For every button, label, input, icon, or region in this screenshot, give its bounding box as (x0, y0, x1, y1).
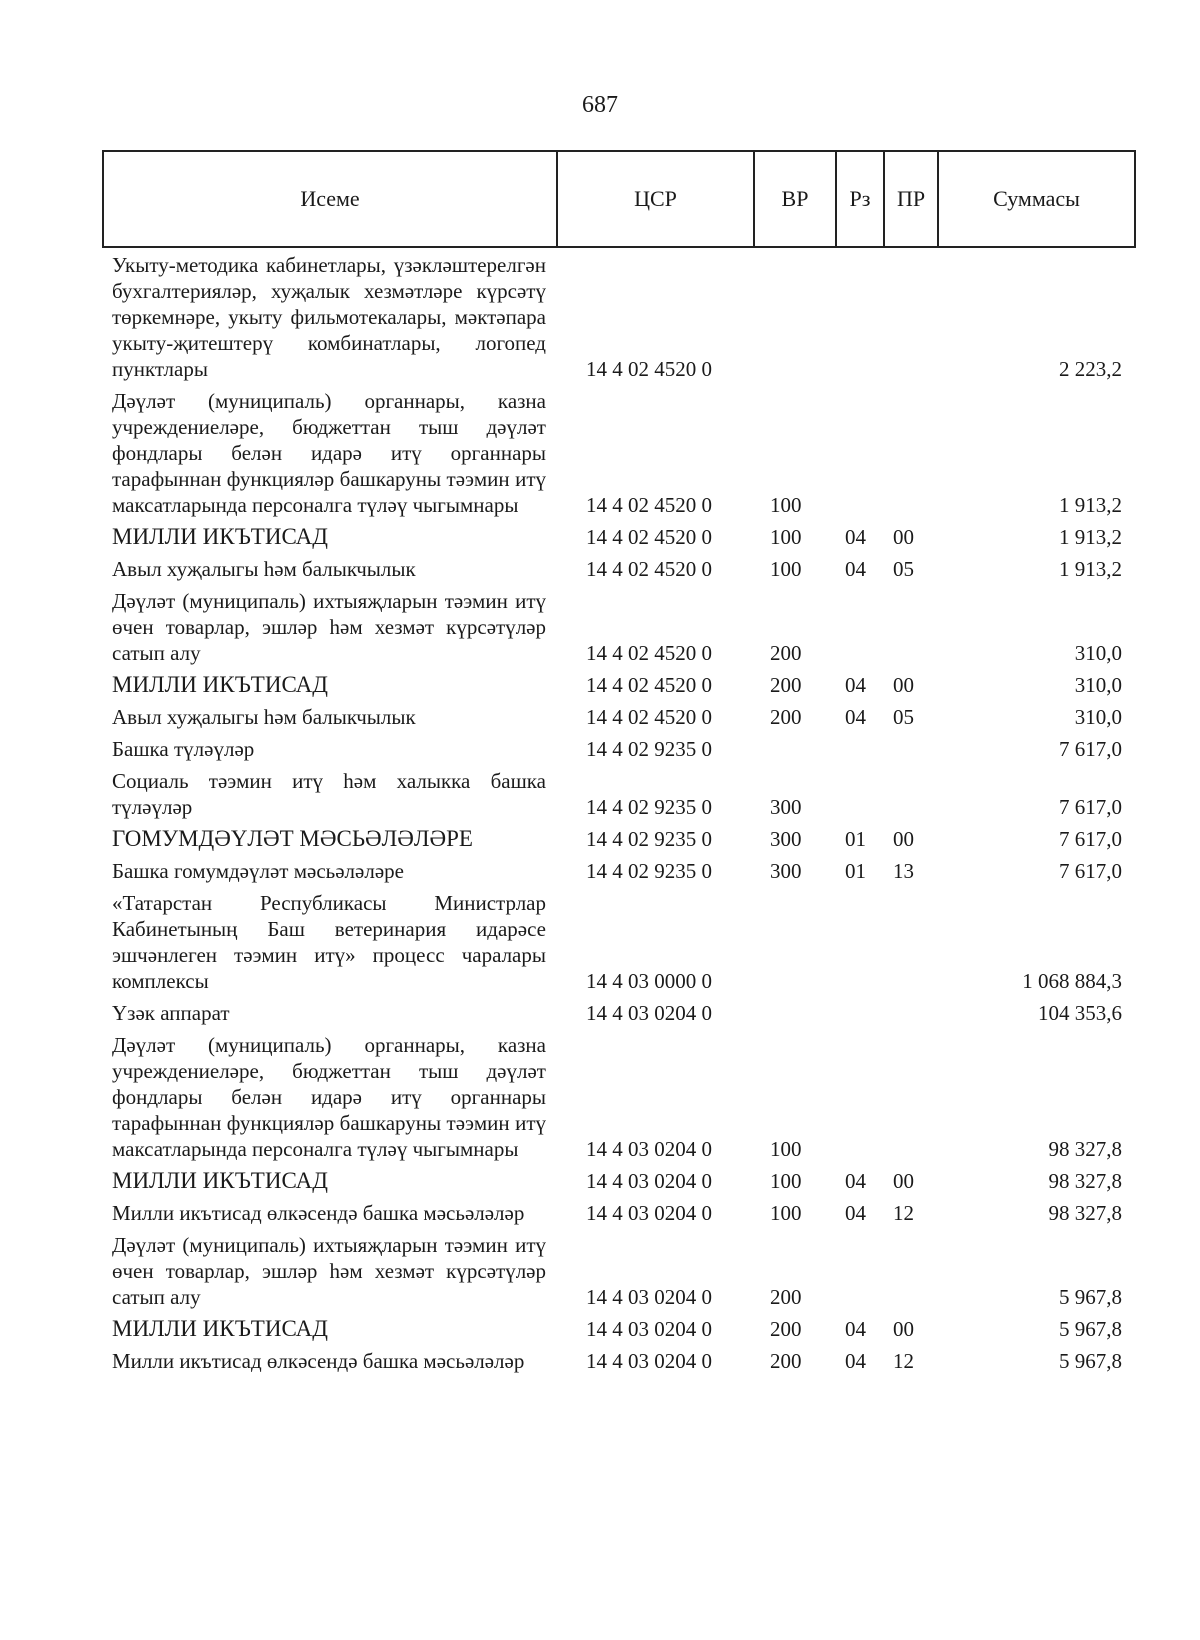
row-name: Дәүләт (муниципаль) органнары, казна учреждениеләре, бюджеттан тыш дәүләт фондлары белән идарә итү органнары тарафыннан функцияләр башкаруны тәэмин итү максатларында персоналга түләү чыгымнары (112, 1033, 546, 1161)
table-row (112, 1316, 1122, 1342)
row-vr: 300 (770, 795, 802, 819)
row-pr: 00 (893, 1317, 914, 1341)
row-name: Дәүләт (муниципаль) органнары, казна учреждениеләре, бюджеттан тыш дәүләт фондлары белән идарә итү органнары тарафыннан функцияләр башкаруны тәэмин итү максатларында персоналга түләү чыгымнары (112, 389, 546, 517)
row-amount: 5 967,8 (1059, 1285, 1122, 1309)
row-csr-code: 14 4 02 4520 0 (586, 357, 712, 381)
row-amount: 5 967,8 (1059, 1317, 1122, 1341)
row-amount: 98 327,8 (1048, 1201, 1122, 1225)
row-vr: 200 (770, 1317, 802, 1341)
table-row (112, 826, 1122, 852)
table-row (112, 858, 1122, 884)
row-pr: 00 (893, 673, 914, 697)
row-name: Социаль тәэмин итү һәм халыкка башка түләүләр (112, 769, 546, 819)
table-row (112, 556, 1122, 582)
row-name: Дәүләт (муниципаль) ихтыяҗларын тәэмин итү өчен товарлар, эшләр һәм хезмәт күрсәтүләр сатып алу (112, 589, 546, 665)
table-row (112, 252, 1122, 382)
row-amount: 98 327,8 (1048, 1137, 1122, 1161)
table-row (112, 704, 1122, 730)
row-name: Милли икътисад өлкәсендә башка мәсьәләләр (112, 1201, 525, 1225)
row-pr: 00 (893, 1169, 914, 1193)
row-pr: 00 (893, 827, 914, 851)
header-name: Исеме (103, 151, 557, 247)
row-rz: 04 (845, 525, 866, 549)
row-pr: 13 (893, 859, 914, 883)
table-row (112, 388, 1122, 518)
row-pr: 12 (893, 1201, 914, 1225)
row-vr: 100 (770, 1137, 802, 1161)
table-row (112, 672, 1122, 698)
row-vr: 200 (770, 641, 802, 665)
table-row (112, 588, 1122, 666)
row-csr-code: 14 4 03 0204 0 (586, 1349, 712, 1373)
row-vr: 200 (770, 1285, 802, 1309)
row-csr-code: 14 4 02 4520 0 (586, 673, 712, 697)
row-amount: 1 913,2 (1059, 525, 1122, 549)
row-amount: 310,0 (1074, 705, 1122, 729)
table-row (112, 768, 1122, 820)
table-header (102, 150, 1136, 248)
row-name: ГОМУМДӘҮЛӘТ МӘСЬӘЛӘЛӘРЕ (112, 826, 473, 851)
row-rz: 04 (845, 673, 866, 697)
row-amount: 1 913,2 (1059, 493, 1122, 517)
row-vr: 100 (770, 1169, 802, 1193)
row-csr-code: 14 4 02 4520 0 (586, 641, 712, 665)
row-pr: 12 (893, 1349, 914, 1373)
row-csr-code: 14 4 02 9235 0 (586, 795, 712, 819)
row-name: Үзәк аппарат (112, 1001, 230, 1025)
row-rz: 04 (845, 705, 866, 729)
page-number: 687 (582, 92, 618, 118)
table-row (112, 1232, 1122, 1310)
row-pr: 00 (893, 525, 914, 549)
table-row (112, 1000, 1122, 1026)
row-csr-code: 14 4 03 0000 0 (586, 969, 712, 993)
table-body (112, 252, 1122, 1380)
row-csr-code: 14 4 03 0204 0 (586, 1317, 712, 1341)
row-csr-code: 14 4 02 4520 0 (586, 557, 712, 581)
row-amount: 7 617,0 (1059, 827, 1122, 851)
row-vr: 100 (770, 493, 802, 517)
row-csr-code: 14 4 02 9235 0 (586, 859, 712, 883)
row-name: МИЛЛИ ИКЪТИСАД (112, 1168, 328, 1193)
row-amount: 98 327,8 (1048, 1169, 1122, 1193)
row-amount: 7 617,0 (1059, 737, 1122, 761)
row-rz: 04 (845, 1169, 866, 1193)
row-vr: 100 (770, 557, 802, 581)
row-name: «Татарстан Республикасы Министрлар Кабинетының Баш ветеринария идарәсе эшчәнлеген тәэмин итү» процесс чаралары комплексы (112, 891, 546, 993)
row-csr-code: 14 4 02 9235 0 (586, 827, 712, 851)
row-pr: 05 (893, 705, 914, 729)
row-csr-code: 14 4 03 0204 0 (586, 1201, 712, 1225)
header-csr: ЦСР (557, 151, 754, 247)
header-pr: ПР (884, 151, 938, 247)
row-vr: 200 (770, 705, 802, 729)
row-amount: 7 617,0 (1059, 795, 1122, 819)
row-csr-code: 14 4 02 4520 0 (586, 493, 712, 517)
row-name: Дәүләт (муниципаль) ихтыяҗларын тәэмин итү өчен товарлар, эшләр һәм хезмәт күрсәтүләр сатып алу (112, 1233, 546, 1309)
row-name: МИЛЛИ ИКЪТИСАД (112, 1316, 328, 1341)
table-row (112, 1032, 1122, 1162)
row-name: МИЛЛИ ИКЪТИСАД (112, 524, 328, 549)
row-vr: 300 (770, 859, 802, 883)
row-amount: 104 353,6 (1038, 1001, 1122, 1025)
row-amount: 5 967,8 (1059, 1349, 1122, 1373)
row-amount: 1 068 884,3 (1022, 969, 1122, 993)
row-rz: 01 (845, 859, 866, 883)
row-vr: 200 (770, 673, 802, 697)
row-vr: 100 (770, 1201, 802, 1225)
row-csr-code: 14 4 03 0204 0 (586, 1169, 712, 1193)
row-rz: 04 (845, 1317, 866, 1341)
table-row (112, 890, 1122, 994)
row-rz: 04 (845, 1201, 866, 1225)
row-csr-code: 14 4 02 4520 0 (586, 525, 712, 549)
row-name: Милли икътисад өлкәсендә башка мәсьәләләр (112, 1349, 525, 1373)
row-amount: 7 617,0 (1059, 859, 1122, 883)
table-row (112, 1168, 1122, 1194)
row-csr-code: 14 4 03 0204 0 (586, 1001, 712, 1025)
row-name: Авыл хуҗалыгы һәм балыкчылык (112, 557, 416, 581)
row-rz: 04 (845, 557, 866, 581)
row-amount: 310,0 (1074, 673, 1122, 697)
row-rz: 01 (845, 827, 866, 851)
row-csr-code: 14 4 02 9235 0 (586, 737, 712, 761)
row-amount: 2 223,2 (1059, 357, 1122, 381)
row-name: Авыл хуҗалыгы һәм балыкчылык (112, 705, 416, 729)
row-vr: 200 (770, 1349, 802, 1373)
row-rz: 04 (845, 1349, 866, 1373)
row-amount: 310,0 (1074, 641, 1122, 665)
header-amount: Суммасы (938, 151, 1135, 247)
table-row (112, 736, 1122, 762)
header-rz: Рз (836, 151, 884, 247)
row-vr: 300 (770, 827, 802, 851)
row-name: Башка түләүләр (112, 737, 255, 761)
row-csr-code: 14 4 03 0204 0 (586, 1285, 712, 1309)
row-name: Башка гомумдәүләт мәсьәләләре (112, 859, 404, 883)
row-name: МИЛЛИ ИКЪТИСАД (112, 672, 328, 697)
row-pr: 05 (893, 557, 914, 581)
table-row (112, 1200, 1122, 1226)
header-vr: ВР (754, 151, 836, 247)
row-amount: 1 913,2 (1059, 557, 1122, 581)
row-name: Укыту-методика кабинетлары, үзәкләштерелгән бухгалтерияләр, хуҗалык хезмәтләре күрсәтү төркемнәре, укыту фильмотекалары, мәктәпара укыту-җитештерү комбинатлары, логопед пунктлары (112, 253, 546, 381)
row-csr-code: 14 4 02 4520 0 (586, 705, 712, 729)
table-row (112, 1348, 1122, 1374)
row-csr-code: 14 4 03 0204 0 (586, 1137, 712, 1161)
row-vr: 100 (770, 525, 802, 549)
table-row (112, 524, 1122, 550)
